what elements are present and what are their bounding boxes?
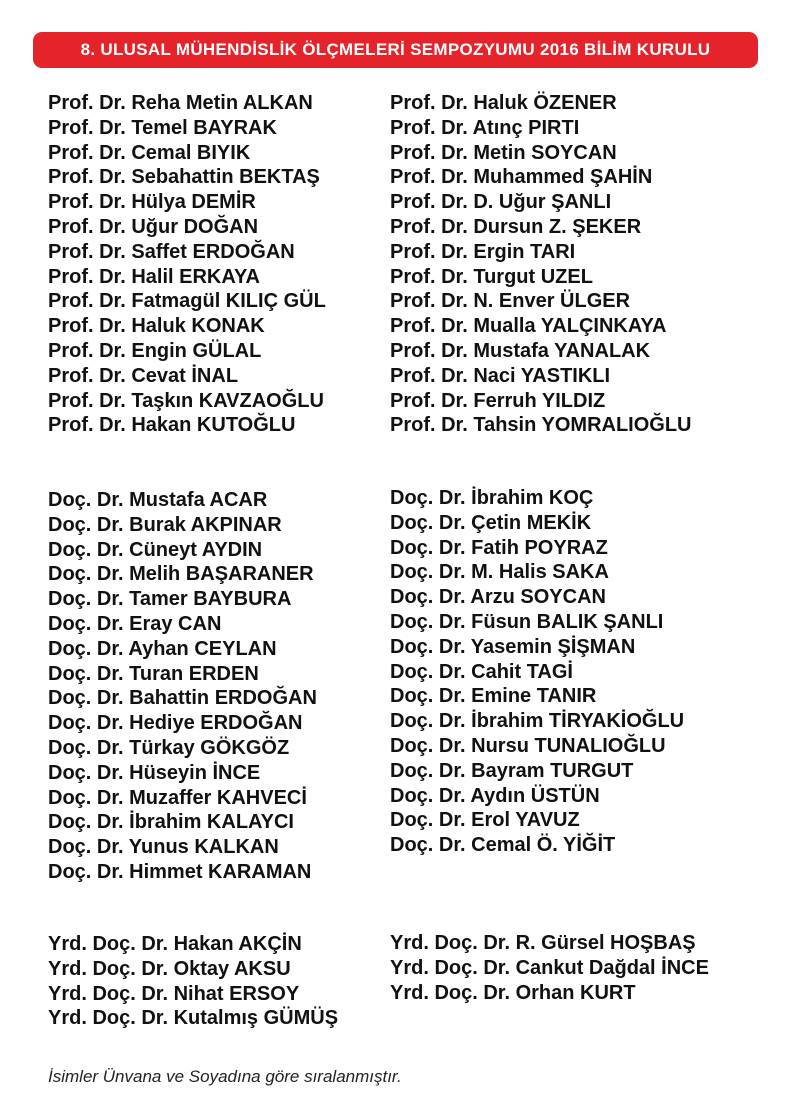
yrd-right-list [390,931,709,1005]
member-name: Prof. Dr. N. Enver ÜLGER [390,290,631,313]
member-name: Yrd. Doç. Dr. Hakan AKÇİN [48,933,302,955]
member-name: Yrd. Doç. Dr. Oktay AKSU [48,957,291,980]
prof-right-list [390,91,692,438]
member-name: Doç. Dr. Hüseyin İNCE [48,761,261,784]
member-name: Prof. Dr. Cemal BIYIK [48,141,251,164]
member-name: Yrd. Doç. Dr. Cankut Dağdal İNCE [390,956,709,979]
yrd-left-list [48,932,338,1031]
member-name: Doç. Dr. İbrahim TİRYAKİOĞLU [390,710,685,733]
member-name: Prof. Dr. Tahsin YOMRALIOĞLU [390,414,692,437]
doc-right-list [390,486,684,858]
member-name: Doç. Dr. Burak AKPINAR [48,513,282,536]
member-name: Prof. Dr. Haluk KONAK [48,315,265,338]
member-name: Yrd. Doç. Dr. Orhan KURT [390,981,636,1004]
member-name: Prof. Dr. Sebahattin BEKTAŞ [48,166,320,189]
member-name: Doç. Dr. Himmet KARAMAN [48,860,312,883]
member-name: Prof. Dr. Metin SOYCAN [390,141,617,164]
member-name: Doç. Dr. Melih BAŞARANER [48,563,314,586]
member-name: Prof. Dr. Ergin TARI [390,240,576,263]
member-name: Doç. Dr. Turan ERDEN [48,662,259,685]
member-name: Doç. Dr. Cüneyt AYDIN [48,538,263,561]
member-name: Yrd. Doç. Dr. Nihat ERSOY [48,982,300,1005]
member-name: Prof. Dr. Uğur DOĞAN [48,215,259,238]
member-name: Doç. Dr. İbrahim KOÇ [390,487,594,509]
header-banner [33,32,758,68]
member-name: Doç. Dr. Türkay GÖKGÖZ [48,736,290,759]
member-name: Prof. Dr. Temel BAYRAK [48,116,277,139]
member-name: Doç. Dr. Mustafa ACAR [48,489,268,511]
member-name: Doç. Dr. M. Halis SAKA [390,561,609,584]
member-name: Prof. Dr. Atınç PIRTI [390,116,580,139]
banner-title: 8. ULUSAL MÜHENDİSLİK ÖLÇMELERİ SEMPOZYUMU 2016 BİLİM KURULU [80,40,711,59]
member-name: Prof. Dr. Naci YASTIKLI [390,364,611,387]
member-name: Prof. Dr. Cevat İNAL [48,364,239,387]
member-name: Doç. Dr. Ayhan CEYLAN [48,637,277,660]
member-name: Doç. Dr. Yasemin ŞİŞMAN [390,635,636,658]
member-name: Doç. Dr. Nursu TUNALIOĞLU [390,734,666,757]
member-name: Doç. Dr. Cahit TAGİ [390,660,573,683]
member-name: Prof. Dr. Mustafa YANALAK [390,339,651,362]
member-name: Prof. Dr. Hakan KUTOĞLU [48,414,296,437]
member-name: Prof. Dr. Haluk ÖZENER [390,92,617,114]
member-name: Prof. Dr. Halil ERKAYA [48,265,260,288]
member-name: Prof. Dr. Saffet ERDOĞAN [48,240,295,263]
member-name: Doç. Dr. Tamer BAYBURA [48,588,292,611]
member-name: Doç. Dr. Yunus KALKAN [48,836,279,859]
member-name: Doç. Dr. Cemal Ö. YİĞİT [390,834,616,857]
member-name: Prof. Dr. Reha Metin ALKAN [48,92,313,114]
member-name: Doç. Dr. Çetin MEKİK [390,511,592,534]
member-name: Doç. Dr. Muzaffer KAHVECİ [48,786,307,809]
member-name: Doç. Dr. Bahattin ERDOĞAN [48,687,317,710]
member-name: Doç. Dr. Fatih POYRAZ [390,536,608,559]
member-name: Prof. Dr. Taşkın KAVZAOĞLU [48,389,324,412]
member-name: Doç. Dr. İbrahim KALAYCI [48,811,294,834]
doc-left-list [48,488,317,885]
member-name: Doç. Dr. Erol YAVUZ [390,809,580,832]
member-name: Prof. Dr. Ferruh YILDIZ [390,389,606,412]
member-name: Prof. Dr. Hülya DEMİR [48,191,256,214]
member-name: Yrd. Doç. Dr. Kutalmış GÜMÜŞ [48,1007,339,1030]
member-name: Doç. Dr. Arzu SOYCAN [390,586,606,609]
member-name: Prof. Dr. Fatmagül KILIÇ GÜL [48,290,326,313]
member-name: Doç. Dr. Aydın ÜSTÜN [390,784,600,807]
member-name: Doç. Dr. Emine TANIR [390,685,597,708]
prof-left-list [48,91,326,438]
member-name: Prof. Dr. Engin GÜLAL [48,339,262,362]
member-name: Prof. Dr. Dursun Z. ŞEKER [390,215,642,238]
member-name: Doç. Dr. Hediye ERDOĞAN [48,712,303,735]
member-name: Doç. Dr. Bayram TURGUT [390,759,634,782]
member-name: Doç. Dr. Eray CAN [48,612,222,635]
member-name: Prof. Dr. D. Uğur ŞANLI [390,191,612,214]
member-name: Yrd. Doç. Dr. R. Gürsel HOŞBAŞ [390,932,696,954]
member-name: Prof. Dr. Muhammed ŞAHİN [390,166,653,189]
member-name: Doç. Dr. Füsun BALIK ŞANLI [390,610,664,633]
footnote: İsimler Ünvana ve Soyadına göre sıralanmıştır. [48,1067,402,1086]
member-name: Prof. Dr. Turgut UZEL [390,265,593,288]
member-name: Prof. Dr. Mualla YALÇINKAYA [390,315,667,338]
